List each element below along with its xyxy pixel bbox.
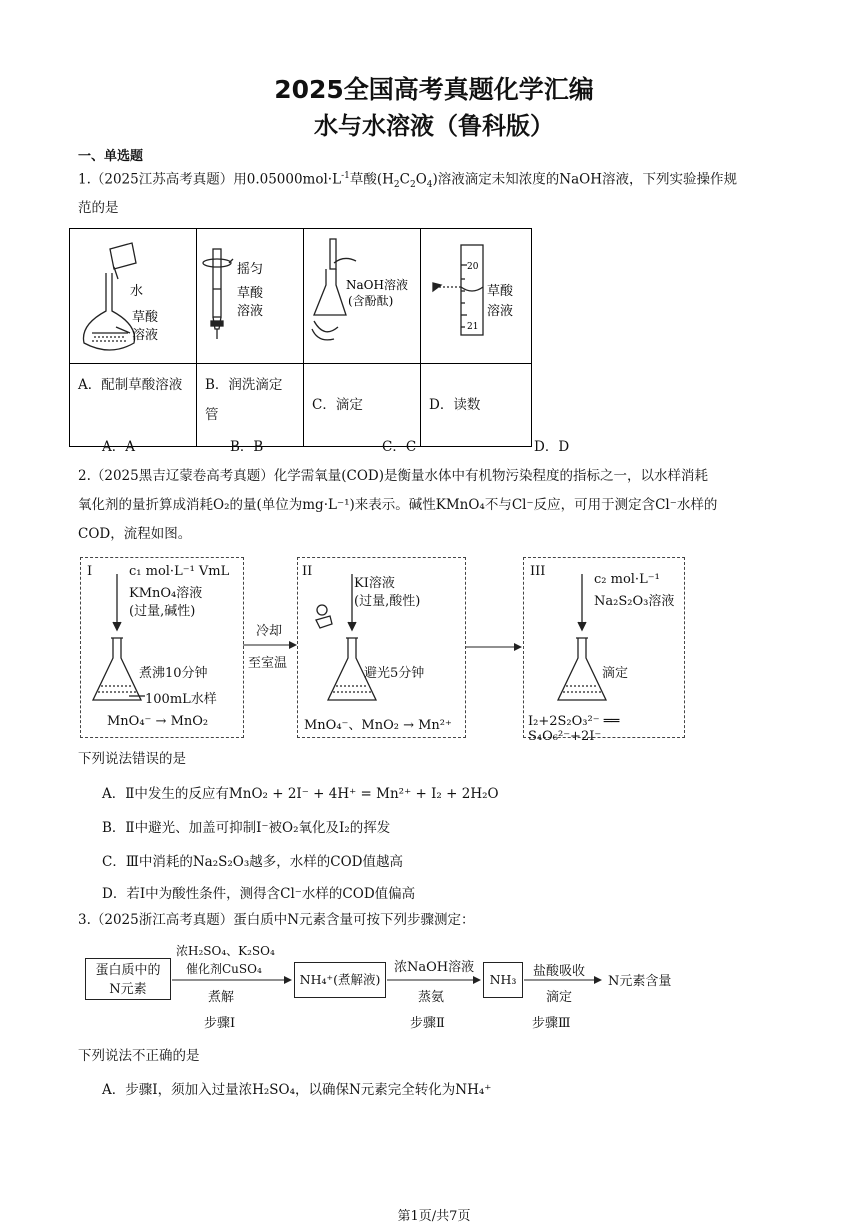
q3-arrow3-top: 盐酸吸收 bbox=[533, 964, 586, 979]
q3-step1: 步骤Ⅰ bbox=[204, 1016, 236, 1031]
q1-stem-end: 范的是 bbox=[78, 200, 119, 216]
q2-option-a[interactable]: A．Ⅱ中发生的反应有MnO₂ + 2I⁻ + 4H⁺ = Mn²⁺ + I₂ + 2H₂O bbox=[102, 786, 499, 802]
q2-option-c[interactable]: C．Ⅲ中消耗的Na₂S₂O₃越多，水样的COD值越高 bbox=[102, 854, 403, 870]
box1-line1: c₁ mol·L⁻¹ VmL bbox=[129, 564, 230, 579]
arrow-2 bbox=[466, 642, 524, 652]
box3-titrate: 滴定 bbox=[602, 666, 629, 681]
flow-box-2 bbox=[297, 557, 466, 738]
q3-arrow1-bottom: 煮解 bbox=[208, 990, 235, 1005]
q1-figure-a bbox=[70, 229, 197, 364]
figure-label-oxalic-d1: 草酸 bbox=[487, 284, 514, 299]
q3-arrow2-top: 浓NaOH溶液 bbox=[394, 960, 475, 975]
titration-figure bbox=[304, 229, 420, 359]
box1-line2: KMnO₄溶液 bbox=[129, 586, 203, 601]
q3-stem: 3.（2025浙江高考真题）蛋白质中N元素含量可按下列步骤测定： bbox=[78, 912, 475, 928]
figure-label-oxalic-d2: 溶液 bbox=[487, 304, 514, 319]
box3-line1: c₂ mol·L⁻¹ bbox=[594, 572, 660, 587]
q1-answer-d[interactable]: D．D bbox=[534, 439, 570, 455]
box1-sample: 100mL水样 bbox=[145, 692, 217, 707]
box1-boil: 煮沸10分钟 bbox=[139, 666, 208, 681]
figure-label-water: 水 bbox=[130, 284, 144, 299]
q2-stem-1: 2.（2025黑吉辽蒙卷高考真题）化学需氧量(COD)是衡量水体中有机物污染程度的指标之一，以水样消耗 bbox=[78, 468, 708, 484]
volumetric-flask-figure bbox=[70, 229, 196, 359]
box2-dark: 避光5分钟 bbox=[364, 666, 425, 681]
q1-stem-part-b: 草酸(H bbox=[349, 171, 394, 188]
q2-prompt: 下列说法错误的是 bbox=[78, 751, 186, 767]
q3-arrow3-bottom: 滴定 bbox=[546, 990, 573, 1005]
reading-figure bbox=[421, 229, 531, 359]
figure-label-naoh-1: NaOH溶液 bbox=[346, 278, 408, 292]
section-heading: 一、单选题 bbox=[78, 149, 144, 164]
q1-stem-part-a: 1.（2025江苏高考真题）用0.05000mol·L bbox=[78, 171, 342, 188]
box2-line2: (过量,酸性) bbox=[354, 594, 421, 609]
flow-box-1 bbox=[80, 557, 244, 738]
q1-cell-b: B．润洗滴定管 bbox=[197, 364, 304, 447]
q1-answer-c[interactable]: C．C bbox=[382, 439, 417, 455]
q1-figure-c bbox=[304, 229, 421, 364]
q3-box-protein-line2: N元素 bbox=[109, 982, 147, 997]
document-subtitle: 水与水溶液（鲁科版） bbox=[314, 112, 554, 140]
q1-stem: 1.（2025江苏高考真题）用$0.05000mol\cdot L^{-1}$草酸$(H_2C_2O_4)$溶液滴定未知浓度的NaOH溶液，下列实验操作规 bbox=[78, 171, 737, 191]
q3-arrow1-top2: 催化剂CuSO₄ bbox=[186, 962, 262, 976]
box1-roman: I bbox=[87, 564, 93, 579]
box1-equation: MnO₄⁻ → MnO₂ bbox=[107, 714, 209, 729]
box2-equation: MnO₄⁻、MnO₂ → Mn²⁺ bbox=[304, 718, 452, 733]
q3-arrow2-bottom: 蒸氨 bbox=[418, 990, 445, 1005]
page-footer: 第1页/共7页 bbox=[397, 1209, 471, 1224]
q1-cell-a: A．配制草酸溶液 bbox=[70, 364, 197, 447]
q3-step2: 步骤Ⅱ bbox=[410, 1016, 445, 1031]
figure-label-oxalic-2: 溶液 bbox=[132, 328, 159, 343]
q1-stem-part-c: )溶液滴定未知浓度的NaOH溶液，下列实验操作规 bbox=[432, 171, 737, 188]
box3-line2: Na₂S₂O₃溶液 bbox=[594, 594, 675, 609]
q3-arrow-1 bbox=[172, 975, 294, 985]
q3-result: N元素含量 bbox=[608, 974, 672, 989]
arrow1-label-bottom: 至室温 bbox=[248, 656, 288, 671]
arrow-1 bbox=[243, 640, 298, 650]
box1-line3: (过量,碱性) bbox=[129, 604, 196, 619]
figure-scale-20: 20 bbox=[467, 262, 479, 272]
q1-figure-b bbox=[197, 229, 304, 364]
q3-box-nh3: NH₃ bbox=[483, 962, 523, 998]
q3-step3: 步骤Ⅲ bbox=[532, 1016, 571, 1031]
figure-scale-21: 21 bbox=[467, 322, 479, 332]
q1-figure-d bbox=[421, 229, 532, 364]
q3-option-a[interactable]: A．步骤Ⅰ，须加入过量浓H₂SO₄，以确保N元素完全转化为NH₄⁺ bbox=[102, 1082, 492, 1098]
box1-flask bbox=[89, 568, 239, 708]
box3-roman: III bbox=[530, 564, 546, 579]
q3-box-digest: NH₄⁺(煮解液) bbox=[294, 962, 386, 998]
flow-box-3 bbox=[523, 557, 685, 744]
q1-options-table bbox=[69, 228, 532, 447]
q2-stem-3: COD，流程如图。 bbox=[78, 526, 192, 542]
figure-label-oxalic-1: 草酸 bbox=[132, 310, 159, 325]
figure-label-oxalic-b2: 溶液 bbox=[237, 304, 264, 319]
q3-arrow-2 bbox=[387, 975, 483, 985]
figure-label-shake: 摇匀 bbox=[237, 262, 264, 277]
q3-prompt: 下列说法不正确的是 bbox=[78, 1048, 200, 1064]
box2-roman: II bbox=[302, 564, 313, 579]
q1-answer-b[interactable]: B．B bbox=[230, 439, 264, 455]
q1-answer-a[interactable]: A．A bbox=[102, 439, 135, 455]
box3-equation: I₂+2S₂O₃²⁻ ══ S₄O₆²⁻+2I⁻ bbox=[528, 714, 620, 744]
figure-label-oxalic-b1: 草酸 bbox=[237, 286, 264, 301]
burette-figure bbox=[197, 229, 303, 359]
q2-stem-2: 氧化剂的量折算成消耗O₂的量(单位为mg·L⁻¹)来表示。碱性KMnO₄不与Cl⁻反应，可用于测定含Cl⁻水样的 bbox=[78, 497, 718, 513]
box2-line1: KI溶液 bbox=[354, 576, 395, 591]
q3-arrow-3 bbox=[524, 975, 604, 985]
q3-box-protein bbox=[85, 958, 171, 1000]
q2-option-d[interactable]: D．若Ⅰ中为酸性条件，测得含Cl⁻水样的COD值偏高 bbox=[102, 886, 416, 902]
box3-flask bbox=[554, 568, 614, 708]
q1-cell-c: C．滴定 bbox=[304, 364, 421, 447]
q1-cell-d: D．读数 bbox=[421, 364, 532, 447]
figure-label-naoh-2: (含酚酞) bbox=[348, 294, 394, 308]
document-title: 2025全国高考真题化学汇编 bbox=[274, 75, 594, 104]
arrow1-label-top: 冷却 bbox=[256, 624, 283, 639]
q2-option-b[interactable]: B．Ⅱ中避光、加盖可抑制I⁻被O₂氧化及I₂的挥发 bbox=[102, 820, 391, 836]
q3-arrow1-top1: 浓H₂SO₄、K₂SO₄ bbox=[176, 944, 275, 958]
q3-box-protein-line1: 蛋白质中的 bbox=[95, 963, 161, 978]
box2-flask bbox=[308, 568, 378, 708]
